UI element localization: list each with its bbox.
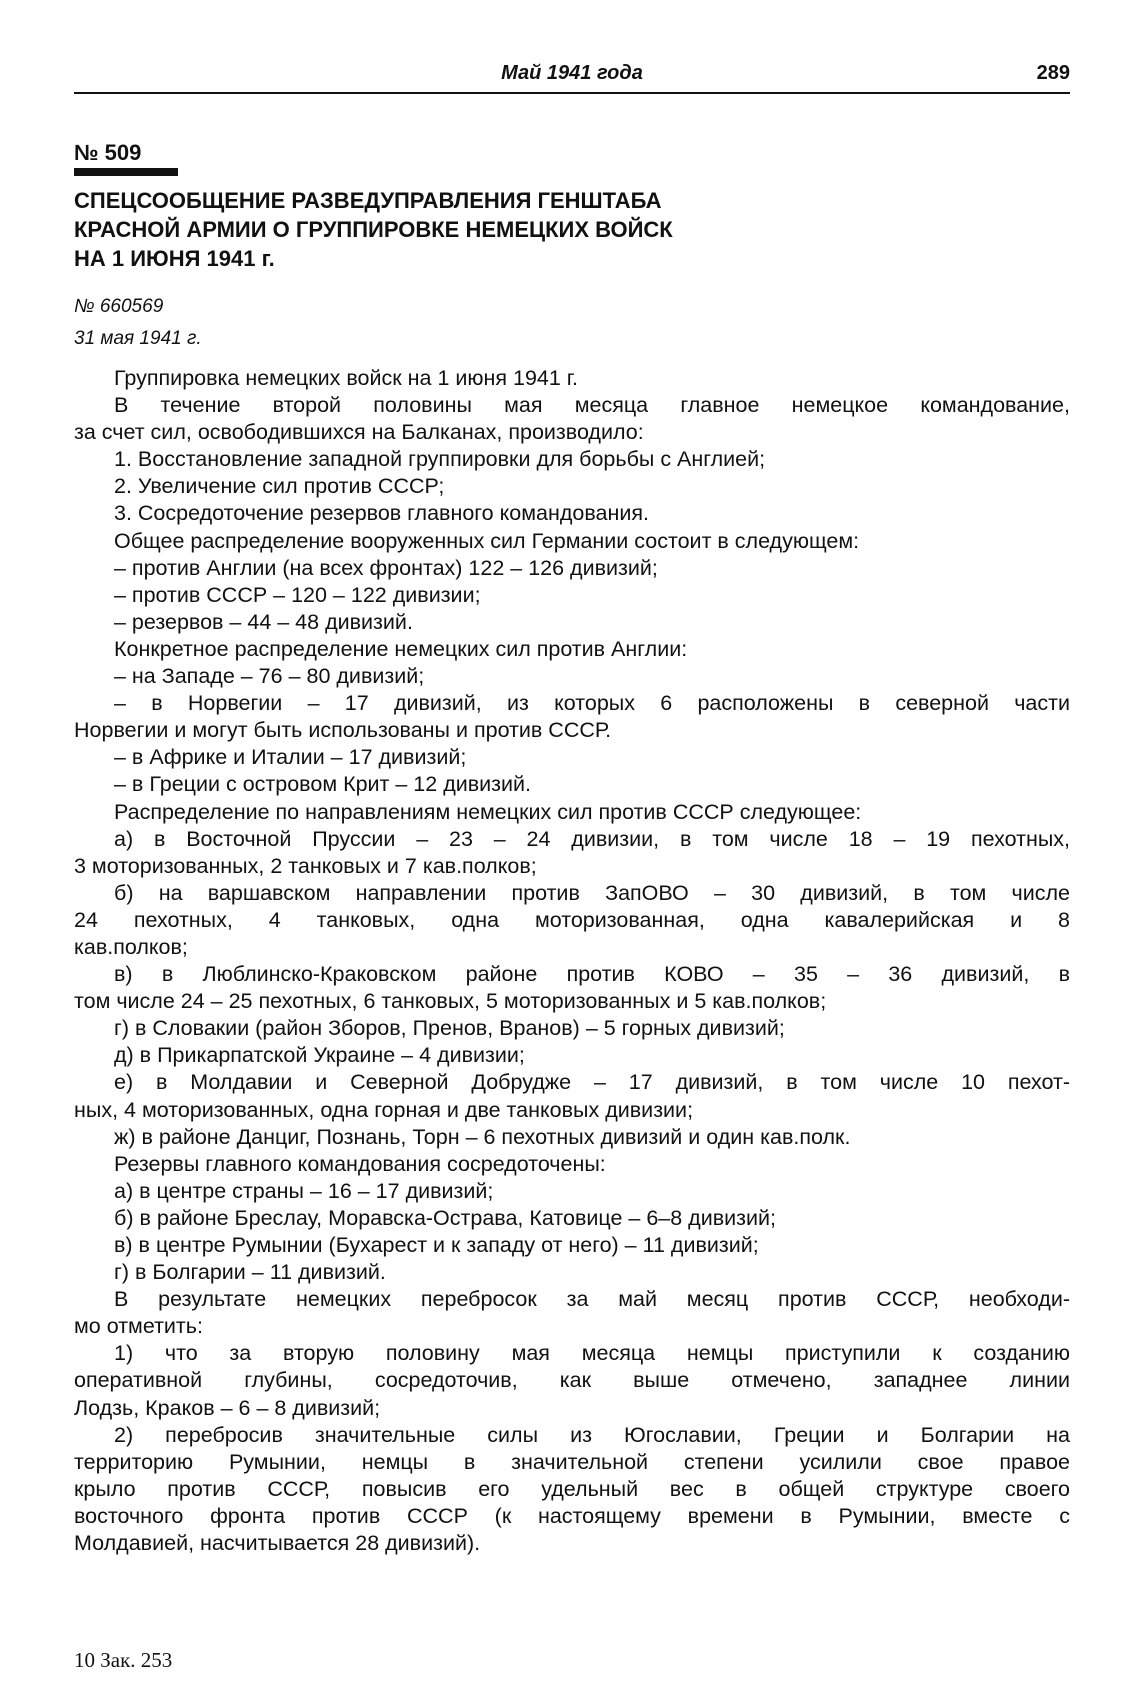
printer-signature: 10 Зак. 253 (74, 1648, 173, 1672)
text-line: крыло против СССР, повысив его удельный вес в общей структуре своего (74, 1476, 1070, 1501)
text-line: – на Западе – 76 – 80 дивизий; (114, 664, 425, 689)
text-line: 3. Сосредоточение резервов главного командования. (114, 501, 649, 526)
text-line: ж) в районе Данциг, Познань, Торн – 6 пехотных дивизий и один кав.полк. (114, 1124, 851, 1149)
text-line: Распределение по направлениям немецких сил против СССР следующее: (114, 799, 862, 824)
text-line: ных, 4 моторизованных, одна горная и две танковых дивизии; (74, 1097, 694, 1122)
text-line: оперативной глубины, сосредоточив, как выше отмечено, западнее линии (74, 1368, 1070, 1393)
text-line: б) в районе Бреслау, Моравска-Острава, Катовице – 6–8 дивизий; (114, 1205, 776, 1230)
document-number-underline (74, 168, 178, 176)
running-header (74, 58, 1070, 94)
text-line: 24 пехотных, 4 танковых, одна моторизованная, одна кавалерийская и 8 (74, 907, 1070, 932)
header-rule (74, 92, 1070, 94)
text-line: Лодзь, Краков – 6 – 8 дивизий; (74, 1395, 381, 1420)
text-line: в) в Люблинско-Краковском районе против КОВО – 35 – 36 дивизий, в (114, 962, 1070, 987)
text-line: 1) что за вторую половину мая месяца немцы приступили к созданию (114, 1341, 1070, 1366)
text-line: территорию Румынии, немцы в значительной степени усилили свое правое (74, 1449, 1070, 1474)
running-title: Май 1941 года (501, 62, 643, 84)
text-line: В результате немецких перебросок за май месяц против СССР, необходи- (114, 1287, 1070, 1312)
text-line: восточного фронта против СССР (к настоящему времени в Румынии, вместе с (74, 1503, 1070, 1528)
document-title (74, 186, 974, 273)
document-number: № 509 (74, 140, 142, 165)
text-line: – в Норвегии – 17 дивизий, из которых 6 расположены в северной части (114, 691, 1070, 716)
reference-date: 31 мая 1941 г. (74, 328, 202, 349)
text-line: кав.полков; (74, 934, 188, 959)
text-line: В течение второй половины мая месяца главное немецкое командование, (114, 393, 1070, 418)
reference-number: № 660569 (74, 296, 164, 317)
text-line: Молдавией, насчитывается 28 дивизий). (74, 1531, 481, 1556)
text-line: в) в центре Румынии (Бухарест и к западу от него) – 11 дивизий; (114, 1233, 759, 1257)
text-line: мо отметить: (74, 1314, 203, 1339)
text-line: г) в Словакии (район Зборов, Пренов, Вранов) – 5 горных дивизий; (114, 1016, 785, 1041)
text-line: Общее распределение вооруженных сил Германии состоит в следующем: (114, 528, 860, 553)
text-line: 2. Увеличение сил против СССР; (114, 474, 445, 499)
text-line: е) в Молдавии и Северной Добрудже – 17 дивизий, в том числе 10 пехот- (114, 1070, 1070, 1095)
text-line: 2) перебросив значительные силы из Югославии, Греции и Болгарии на (114, 1422, 1070, 1447)
text-line: Конкретное распределение немецких сил против Англии: (114, 636, 688, 661)
text-line: а) в центре страны – 16 – 17 дивизий; (114, 1178, 494, 1203)
title-line: КРАСНОЙ АРМИИ О ГРУППИРОВКЕ НЕМЕЦКИХ ВОЙСК (74, 217, 673, 242)
text-line: – резервов – 44 – 48 дивизий. (114, 609, 413, 634)
text-line: д) в Прикарпатской Украине – 4 дивизии; (114, 1043, 525, 1068)
text-line: – в Греции с островом Крит – 12 дивизий. (114, 772, 532, 797)
text-line: 3 моторизованных, 2 танковых и 7 кав.полков; (74, 853, 537, 878)
text-line: б) на варшавском направлении против ЗапОВО – 30 дивизий, в том числе (114, 880, 1070, 905)
text-line: а) в Восточной Пруссии – 23 – 24 дивизии, в том числе 18 – 19 пехотных, (114, 826, 1070, 851)
text-line: 1. Восстановление западной группировки для борьбы с Англией; (114, 447, 766, 472)
text-line: г) в Болгарии – 11 дивизий. (114, 1260, 386, 1285)
text-line: Резервы главного командования сосредоточены: (114, 1151, 606, 1176)
text-line: Группировка немецких войск на 1 июня 1941 г. (114, 366, 578, 390)
page-number: 289 (1036, 62, 1070, 84)
text-line: том числе 24 – 25 пехотных, 6 танковых, 5 моторизованных и 5 кав.полков; (74, 989, 827, 1014)
text-line: – против СССР – 120 – 122 дивизии; (114, 582, 481, 607)
text-line: за счет сил, освободившихся на Балканах, производило: (74, 420, 644, 445)
title-line: СПЕЦСООБЩЕНИЕ РАЗВЕДУПРАВЛЕНИЯ ГЕНШТАБА (74, 188, 662, 213)
text-line: – против Англии (на всех фронтах) 122 – 126 дивизий; (114, 555, 658, 580)
text-line: Норвегии и могут быть использованы и против СССР. (74, 718, 612, 743)
document-body (74, 365, 1070, 1557)
text-line: – в Африке и Италии – 17 дивизий; (114, 745, 467, 770)
title-line: НА 1 ИЮНЯ 1941 г. (74, 246, 275, 271)
